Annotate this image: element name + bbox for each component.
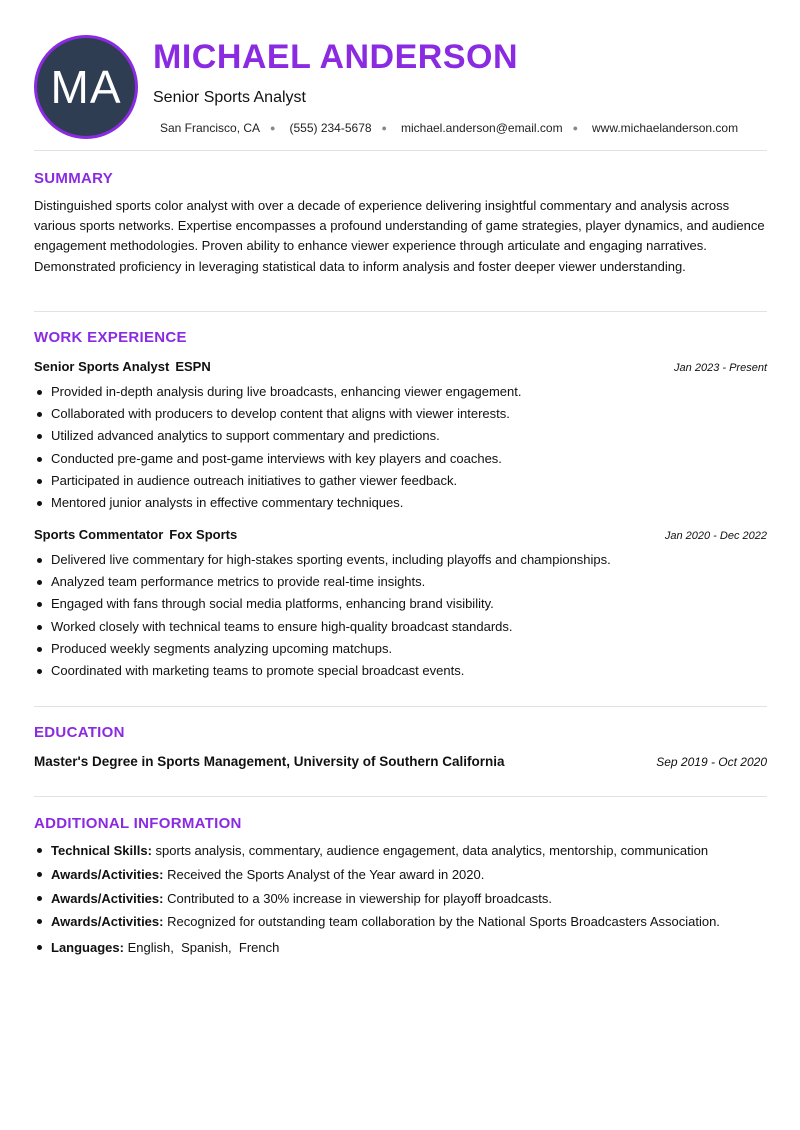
- list-item: Mentored junior analysts in effective commentary techniques.: [34, 492, 767, 514]
- contact-location: San Francisco, CA: [160, 121, 261, 135]
- list-item: Worked closely with technical teams to ensure high-quality broadcast standards.: [34, 616, 767, 638]
- job-bullets: [34, 549, 767, 682]
- list-item: Participated in audience outreach initiatives to gather viewer feedback.: [34, 470, 767, 492]
- section-divider: [34, 796, 767, 797]
- avatar-initials: MA: [50, 61, 122, 113]
- info-text: Recognized for outstanding team collaboration by the National Sports Broadcasters Association.: [167, 914, 720, 930]
- info-text: Contributed to a 30% increase in viewership for playoff broadcasts.: [167, 890, 553, 906]
- section-divider: [34, 150, 767, 151]
- job-role: Sports Commentator: [34, 527, 164, 542]
- job-dates: Jan 2023 - Present: [674, 362, 767, 374]
- job-dates: Jan 2020 - Dec 2022: [664, 530, 767, 542]
- list-item: Analyzed team performance metrics to provide real-time insights.: [34, 571, 767, 593]
- info-text: sports analysis, commentary, audience engagement, data analytics, mentorship, communication: [155, 843, 709, 858]
- list-item: Coordinated with marketing teams to promote special broadcast events.: [34, 660, 767, 682]
- section-divider: [34, 706, 767, 707]
- section-divider: [34, 311, 767, 312]
- education-dates: Sep 2019 - Oct 2020: [656, 755, 767, 769]
- contact-line: [160, 121, 738, 135]
- list-item: Provided in-depth analysis during live broadcasts, enhancing viewer engagement.: [34, 381, 767, 403]
- contact-phone: (555) 234-5678: [289, 121, 372, 135]
- list-item: Utilized advanced analytics to support commentary and predictions.: [34, 425, 767, 447]
- job-role: Senior Sports Analyst: [34, 359, 170, 374]
- additional-list: [34, 839, 767, 960]
- candidate-name: MICHAEL ANDERSON: [153, 38, 519, 76]
- list-item: Conducted pre-game and post-game interviews with key players and coaches.: [34, 448, 767, 470]
- info-label: Awards/Activities:: [51, 890, 164, 906]
- list-item: [34, 936, 767, 960]
- bullet-separator-icon: ●: [381, 123, 387, 133]
- experience-heading: WORK EXPERIENCE: [34, 329, 187, 346]
- job-header: [34, 527, 767, 542]
- education-heading: EDUCATION: [34, 724, 125, 741]
- education-entry: [34, 754, 767, 769]
- bullet-separator-icon: ●: [572, 123, 579, 133]
- contact-website[interactable]: www.michaelanderson.com: [592, 121, 739, 135]
- list-item: Engaged with fans through social media platforms, enhancing brand visibility.: [34, 593, 767, 615]
- bullet-separator-icon: ●: [270, 123, 276, 133]
- education-degree: Master's Degree in Sports Management, University of Southern California: [34, 754, 505, 769]
- list-item: [34, 863, 767, 887]
- list-item: Produced weekly segments analyzing upcoming matchups.: [34, 638, 767, 660]
- job-company: ESPN: [175, 359, 211, 374]
- list-item: Collaborated with producers to develop content that aligns with viewer interests.: [34, 403, 767, 425]
- avatar: [34, 35, 138, 139]
- additional-heading: ADDITIONAL INFORMATION: [34, 815, 242, 832]
- job-header: [34, 359, 767, 374]
- list-item: [34, 839, 767, 863]
- job-company: Fox Sports: [169, 527, 238, 542]
- contact-email[interactable]: michael.anderson@email.com: [400, 121, 563, 135]
- list-item: [34, 910, 767, 934]
- info-label: Technical Skills:: [51, 843, 152, 858]
- info-text: Received the Sports Analyst of the Year award in 2020.: [167, 866, 485, 882]
- info-label: Languages:: [51, 940, 124, 956]
- info-label: Awards/Activities:: [51, 866, 164, 882]
- candidate-title: Senior Sports Analyst: [153, 89, 306, 106]
- info-label: Awards/Activities:: [51, 914, 164, 930]
- list-item: Delivered live commentary for high-stakes sporting events, including playoffs and championships.: [34, 549, 767, 571]
- list-item: [34, 887, 767, 911]
- summary-heading: SUMMARY: [34, 170, 114, 187]
- job-bullets: [34, 381, 767, 514]
- info-text: English, Spanish, French: [127, 940, 280, 956]
- summary-text: Distinguished sports color analyst with over a decade of experience delivering insightful commentary and analysis across various sports networks. Expertise encompasses a profound understanding of game strategies, player dynamics, and audience engagement methodologies. Proven ability to enhance viewer experience through articulate and engaging narratives. Demonstrated proficiency in leveraging statistical data to inform analysis and foster deeper viewer understanding.: [34, 198, 765, 274]
